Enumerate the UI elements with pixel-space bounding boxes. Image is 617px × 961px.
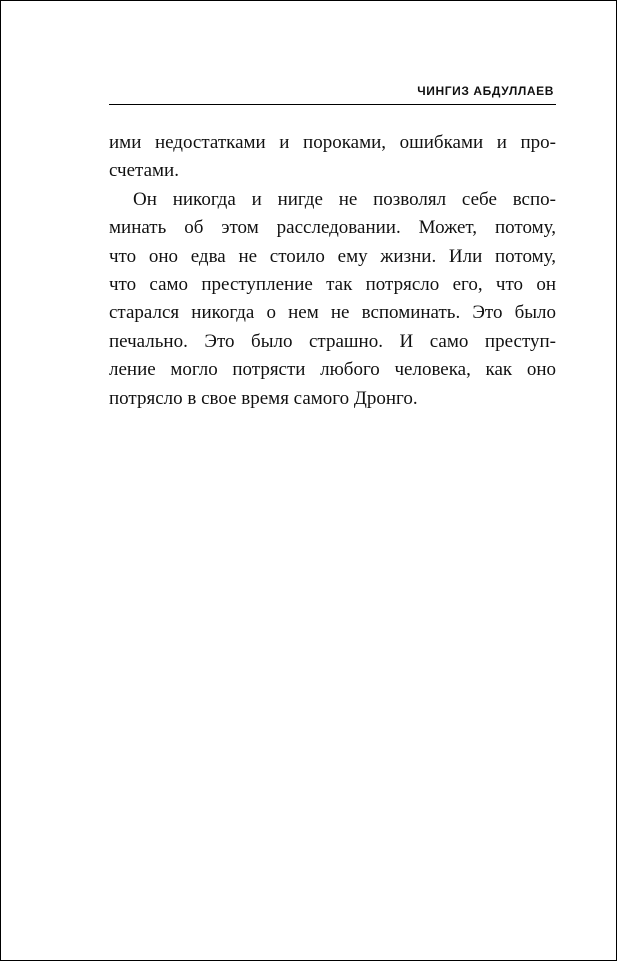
text-line: ление могло потрясти любого человека, как оно [109,359,556,381]
text-line: печально. Это было страшно. И само преступ- [109,330,556,352]
text-line: ими недостатками и пороками, ошибками и про- [109,132,556,153]
text-line: что оно едва не стоило ему жизни. Или потому, [109,245,556,267]
text-line: старался никогда о нем не вспоминать. Это было [109,302,556,324]
text-line: что само преступление так потрясло его, что он [109,273,556,295]
paragraph-1 [109,129,556,186]
running-head: ЧИНГИЗ АБДУЛЛАЕВ [417,84,554,98]
text-line: счетами. [109,160,179,182]
header-rule [109,104,556,105]
text-line: минать об этом расследовании. Может, потому, [109,217,556,239]
paragraph-2 [109,186,556,413]
text-line: потрясло в свое время самого Дронго. [109,387,418,409]
body-text [109,129,556,413]
text-line: Он никогда и нигде не позволял себе вспо- [133,188,556,210]
